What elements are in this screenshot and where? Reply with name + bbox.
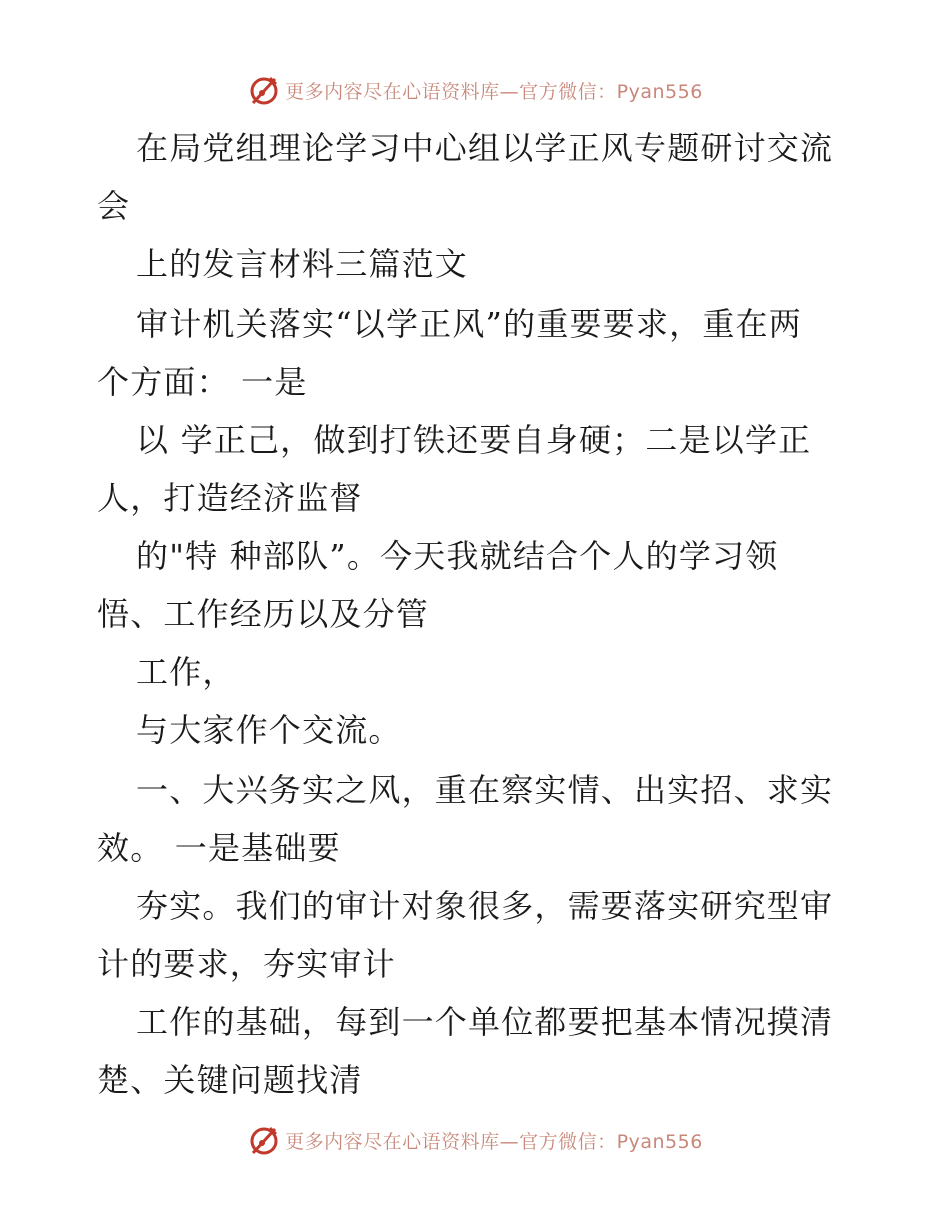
doc-line-10: 工作， [136,653,236,691]
doc-line-15: 计的要求，夯实审计 [97,945,396,983]
watermark-banner-top [0,70,950,110]
doc-line-11: 与大家作个交流。 [136,711,402,749]
doc-line-14: 夯实。我们的审计对象很多，需要落实研究型审 [136,887,834,925]
doc-line-13: 效。 一是基础要 [97,829,341,867]
doc-line-17: 楚、关键问题找清 [97,1061,363,1099]
doc-line-9: 悟、工作经历以及分管 [97,595,430,633]
watermark-banner-bottom [0,1120,950,1160]
doc-line-12: 一、大兴务实之风，重在察实情、出实招、求实 [136,771,834,809]
pen-logo-icon [247,73,281,107]
doc-line-2: 会 [97,187,131,225]
doc-line-16: 工作的基础，每到一个单位都要把基本情况摸清 [136,1003,834,1041]
doc-line-3: 上的发言材料三篇范文 [136,245,469,283]
watermark-text: 更多内容尽在心语资料库—官方微信：Pyan556 [285,1130,703,1153]
pen-logo-icon [247,1123,281,1157]
doc-line-8: 的"特 种部队”。今天我就结合个人的学习领 [136,537,779,575]
doc-line-7: 人，打造经济监督 [97,479,363,517]
doc-line-6: 以 学正己，做到打铁还要自身硬；二是以学正 [136,421,812,459]
doc-line-4: 审计机关落实“以学正风”的重要要求，重在两 [136,305,802,343]
doc-line-1: 在局党组理论学习中心组以学正风专题研讨交流 [136,129,834,167]
doc-line-5: 个方面： 一是 [97,363,308,401]
watermark-text: 更多内容尽在心语资料库—官方微信：Pyan556 [285,80,703,103]
